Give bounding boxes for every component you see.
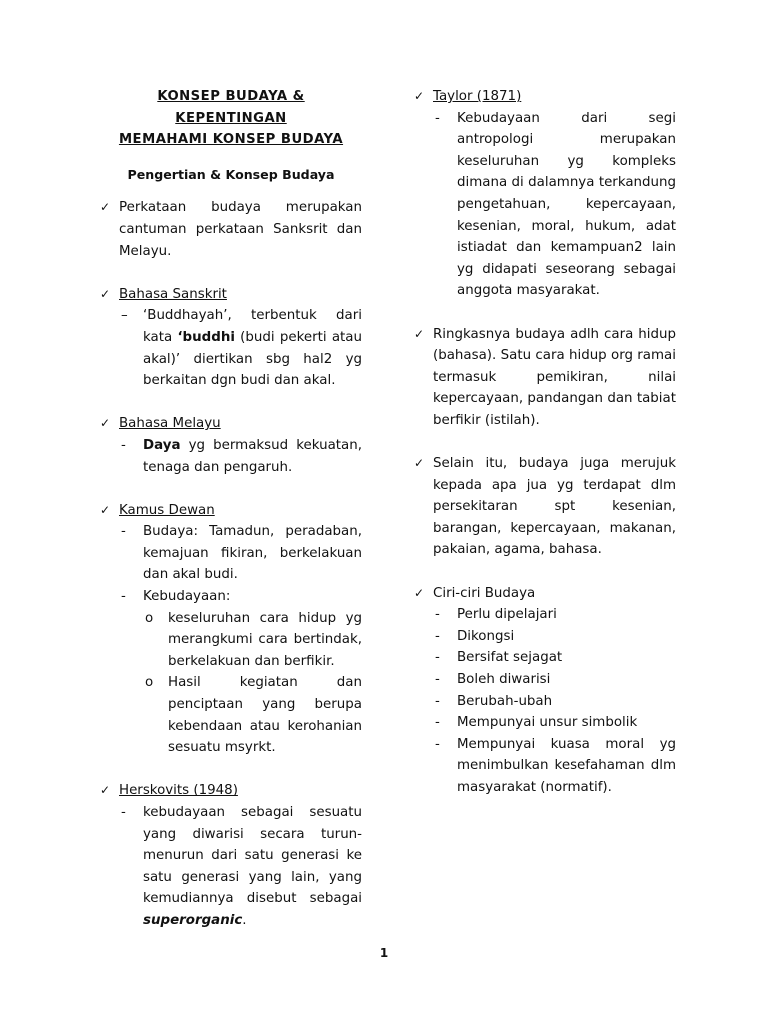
kebudayaan-sub-item-2 (143, 672, 362, 758)
checkmark-icon: ✓ (100, 200, 111, 215)
kamus-kebudayaan-item (119, 586, 362, 759)
dash-marker: - (121, 589, 126, 605)
kebudayaan-sub-text-2: Hasil kegiatan dan penciptaan yang berupa kebendaan atau kerohanian sesuatu msyrkt. (168, 675, 362, 756)
page-number: 1 (379, 946, 389, 960)
kamus-budaya-item (119, 521, 362, 586)
bullet-perkataan (100, 197, 362, 262)
circle-marker: o (145, 610, 154, 626)
dash-marker: - (121, 805, 126, 820)
bullet-ringkasnya (414, 324, 676, 432)
ciri-item-text: Perlu dipelajari (457, 607, 557, 623)
taylor-heading: Taylor (1871) (433, 89, 522, 104)
kebudayaan-sub-item-1 (143, 608, 362, 673)
checkmark-icon: ✓ (414, 89, 425, 103)
melayu-daya: Daya (143, 437, 181, 453)
sanskrit-buddhi: ‘buddhi (177, 329, 235, 345)
checkmark-icon: ✓ (100, 783, 111, 798)
ringkasnya-text: Ringkasnya budaya adlh cara hidup (bahasa). Satu cara hidup org ramai termasuk pemikiran, nilai kepercayaan, pandangan dan tabiat berfikir (istilah). (433, 326, 676, 428)
sanskrit-item (119, 305, 362, 391)
checkmark-icon: ✓ (414, 585, 425, 600)
bullet-bahasa-melayu (100, 413, 362, 478)
bahasa-sanskrit-heading: Bahasa Sanskrit (119, 286, 227, 302)
ciri-item (433, 712, 676, 734)
melayu-item (119, 435, 362, 478)
superorganic-term: superorganic (143, 912, 243, 928)
document-title (100, 86, 362, 151)
melayu-text: yg bermaksud kekuatan, tenaga dan pengaruh. (143, 437, 362, 475)
ciri-ciri-heading: Ciri-ciri Budaya (433, 585, 536, 601)
circle-marker: o (145, 675, 154, 691)
bullet-ciri-ciri-budaya (414, 583, 676, 799)
herskovits-text: kebudayaan sebagai sesuatu yang diwarisi secara turun-menurun dari satu generasi ke satu generasi yang lain, yang kemudiannya disebut sebagai (143, 805, 362, 907)
title-line-1: KONSEP BUDAYA & KEPENTINGAN (157, 89, 305, 126)
bullet-selain-itu (414, 453, 676, 561)
herskovits-period: . (242, 912, 247, 928)
sanskrit-text-a: ‘Buddhayah’, terbentuk dari kata (143, 308, 362, 345)
checkmark-icon: ✓ (414, 326, 425, 341)
dash-marker: - (435, 693, 440, 709)
section-subtitle: Pengertian & Konsep Budaya (127, 166, 335, 182)
checkmark-icon: ✓ (100, 416, 111, 431)
ciri-item-text: Boleh diwarisi (457, 672, 551, 688)
dash-marker: - (435, 715, 440, 731)
checkmark-icon: ✓ (100, 286, 111, 301)
dash-marker: – (121, 308, 128, 324)
taylor-text: Kebudayaan dari segi antropologi merupakan keseluruhan yg kompleks dimana di dalamnya terkandung pengetahuan, kepercayaan, kesenian, moral, hukum, adat istiadat dan kemampuan2 lain yg didapati seseorang sebagai anggota masyarakat. (457, 110, 676, 299)
dash-marker: - (435, 110, 440, 126)
bullet-herskovits (100, 780, 362, 931)
perkataan-text: Perkataan budaya merupakan cantuman perkataan Sanksrit dan Melayu. (119, 200, 362, 259)
sanskrit-text-b: (budi pekerti atau akal)’ diertikan sbg hal2 yg berkaitan dgn budi dan akal. (143, 329, 362, 389)
ciri-item (433, 669, 676, 691)
right-column (414, 86, 676, 820)
bahasa-melayu-heading: Bahasa Melayu (119, 416, 221, 432)
kamus-budaya-text: Budaya: Tamadun, peradaban, kemajuan fikiran, berkelakuan dan akal budi. (143, 524, 362, 583)
ciri-item (433, 604, 676, 626)
ciri-item (433, 626, 676, 648)
kamus-dewan-heading: Kamus Dewan (119, 502, 215, 518)
left-column (100, 86, 362, 953)
ciri-item (433, 691, 676, 713)
herskovits-item (119, 802, 362, 932)
bullet-kamus-dewan (100, 500, 362, 759)
ciri-item (433, 647, 676, 669)
ciri-item-text: Bersifat sejagat (457, 650, 563, 666)
ciri-item-text: Berubah-ubah (457, 693, 553, 709)
herskovits-heading: Herskovits (1948) (119, 783, 238, 799)
kamus-kebudayaan-text: Kebudayaan: (143, 589, 231, 605)
dash-marker: - (121, 524, 126, 540)
dash-marker: - (435, 672, 440, 688)
ciri-item-text: Dikongsi (457, 628, 515, 644)
dash-marker: - (121, 437, 126, 453)
dash-marker: - (435, 607, 440, 623)
title-line-2: MEMAHAMI KONSEP BUDAYA (118, 132, 344, 148)
taylor-item (433, 108, 676, 302)
checkmark-icon: ✓ (414, 456, 425, 471)
bullet-taylor (414, 86, 676, 302)
ciri-item-text: Mempunyai unsur simbolik (457, 715, 638, 731)
dash-marker: - (435, 736, 440, 752)
checkmark-icon: ✓ (100, 502, 111, 517)
bullet-bahasa-sanskrit (100, 284, 362, 392)
dash-marker: - (435, 650, 440, 666)
selain-itu-text: Selain itu, budaya juga merujuk kepada apa jua yg terdapat dlm persekitaran spt kesenian, barangan, kepercayaan, makanan, pakaian, agama, bahasa. (433, 456, 676, 558)
ciri-item-text: Mempunyai kuasa moral yg menimbulkan kesefahaman dlm masyarakat (normatif). (457, 736, 676, 795)
dash-marker: - (435, 628, 440, 644)
kebudayaan-sub-text-1: keseluruhan cara hidup yg merangkumi cara bertindak, berkelakuan dan berfikir. (168, 610, 362, 669)
ciri-item (433, 734, 676, 799)
